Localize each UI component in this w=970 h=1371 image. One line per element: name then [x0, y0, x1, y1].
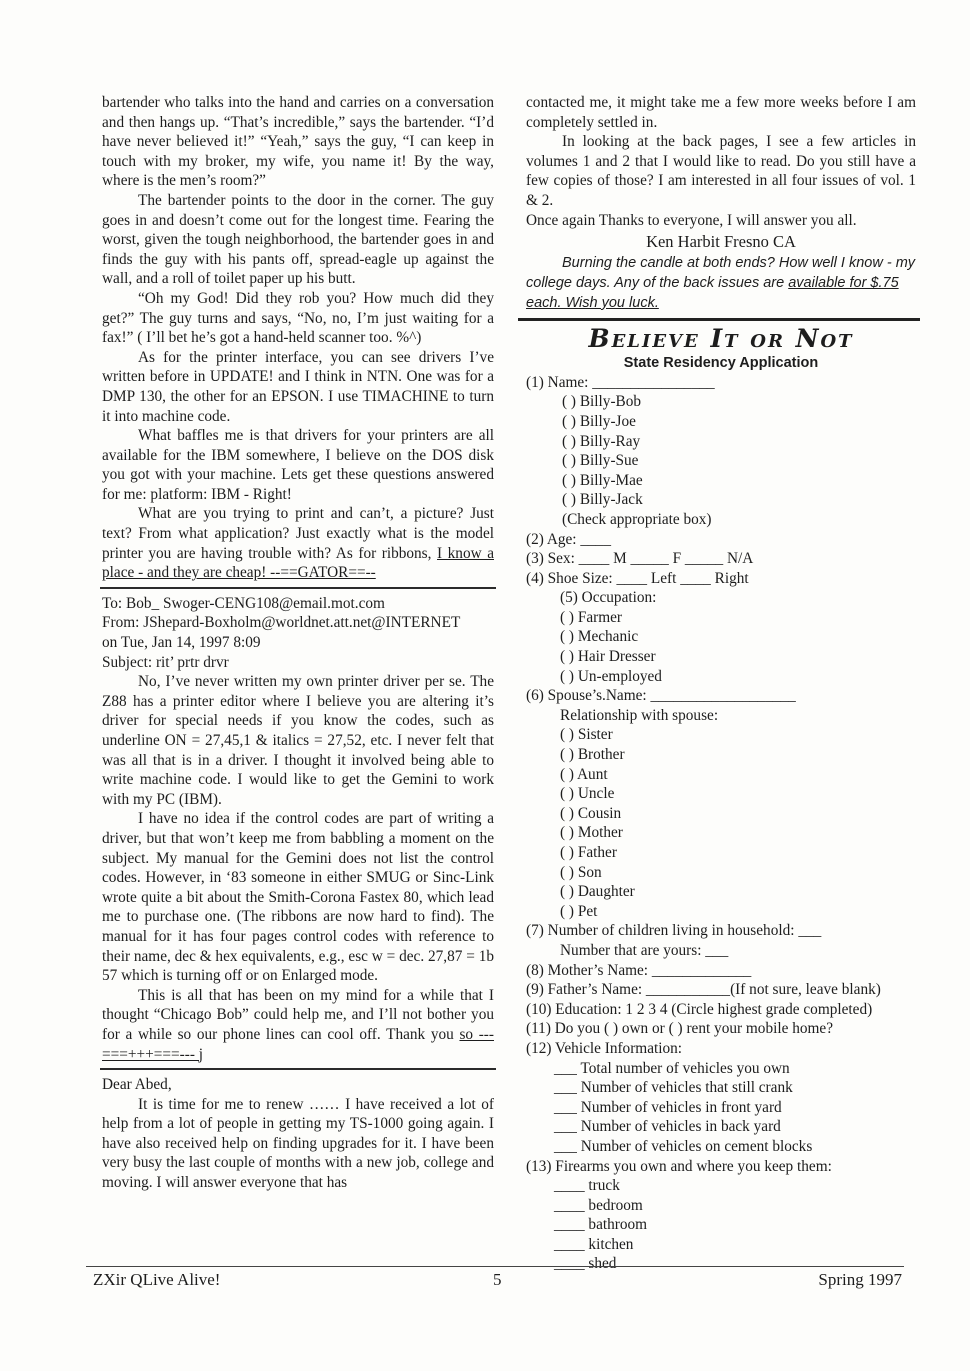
form-line: ( ) Pet [560, 902, 598, 920]
form-line: ( ) Billy-Bob [562, 393, 642, 411]
form-line: (9) Father’s Name: ___________(If not sure, leave blank) [526, 981, 881, 999]
form-line: ( ) Billy-Mae [562, 471, 643, 489]
letter-signature: Ken Harbit Fresno CA [646, 232, 796, 252]
form-line: ___ Number of vehicles in back yard [554, 1118, 781, 1136]
publication-name: ZXir QLive Alive! [93, 1270, 221, 1289]
paragraph: What baffles me is that drivers for your printers are all available for the IBM somewhere, I believe on the DOS disk you got with your machine. Lets get these questions answered for me: platform: IBM - Right! [102, 427, 494, 503]
section-divider [100, 587, 496, 589]
form-line: (3) Sex: ____ M _____ F _____ N/A [526, 550, 754, 568]
form-line: (13) Firearms you own and where you keep them: [526, 1157, 832, 1175]
form-line: (2) Age: ____ [526, 530, 611, 548]
page-number: 5 [493, 1270, 502, 1289]
email-header [102, 594, 494, 672]
form-line: ( ) Farmer [560, 608, 623, 626]
letter-salutation: Dear Abed, [102, 1076, 172, 1094]
form-line: (4) Shoe Size: ____ Left ____ Right [526, 569, 749, 587]
gator-signoff: I know a place - and they are cheap! --==GATOR==-- [102, 544, 494, 582]
form-line: (11) Do you ( ) own or ( ) rent your mobile home? [526, 1020, 833, 1038]
form-line: ( ) Billy-Sue [562, 452, 639, 470]
footer-divider [86, 1266, 904, 1267]
paragraph-text: What are you trying to print and can’t, a picture? Just text? From what application? Just exactly what is the model printer you are having trouble with? As for ribbons, [102, 505, 494, 562]
editor-note-end: available for $.75 each. Wish you luck. [526, 274, 899, 311]
form-line: (1) Name: ________________ [526, 373, 715, 391]
section-subtitle: State Residency Application [623, 354, 819, 371]
paragraph [102, 504, 494, 582]
form-line: Relationship with spouse: [560, 706, 719, 724]
paragraph: I have no idea if the control codes are part of writing a driver, but that won’t keep me from babbling a moment on the subject. My manual for the Gemini does not list the control codes. However, in ‘83 someone in either SMUG or Sinc-Link wrote quite a bit about the Smith-Corona Fastex 80, which lead me to purchase one. (The ribbons are now hard to find). The manual for it has four pages control codes with reference to their name, dec & hex equivalents, e.g., esc w = dec. 27,87 = 1b 57 which is turning off or on Enlarged mode. [102, 810, 494, 985]
email-date: on Tue, Jan 14, 1997 8:09 [102, 634, 261, 652]
right-column [526, 93, 916, 1274]
form-line: ( ) Cousin [560, 804, 622, 822]
form-line: ( ) Mother [560, 824, 623, 842]
form-line: (5) Occupation: [560, 589, 657, 607]
form-line: ( ) Billy-Jack [562, 491, 643, 509]
form-line: ( ) Son [560, 863, 602, 881]
form-line: (7) Number of children living in household: ___ [526, 922, 822, 940]
paragraph: contacted me, it might take me a few more weeks before I am completely settled in. [526, 94, 916, 131]
form-line: ( ) Daughter [560, 883, 635, 901]
email-subject: Subject: rit’ prtr drvr [102, 653, 229, 671]
form-line: ___ Number of vehicles in front yard [554, 1098, 782, 1116]
paragraph: bartender who talks into the hand and carries on a conversation and then hangs up. “That’s incredible,” says the bartender. “I’d have never believed it!” “Yeah,” says the guy, “I can keep in touch with my broker, my wife, you name it! By the way, where is the men’s room?” [102, 94, 494, 190]
form-line: ( ) Billy-Joe [562, 412, 636, 430]
form-line: ( ) Father [560, 844, 617, 861]
form-line: (12) Vehicle Information: [526, 1039, 683, 1057]
form-line: ( ) Aunt [560, 765, 608, 783]
paragraph-text: This is all that has been on my mind for a while that I thought “Chicago Bob” could help me, and I’ll not bother you for a while so our phone lines can cool off. Thank you [102, 986, 494, 1043]
j-signoff: so ---===+++===--- j [102, 1025, 494, 1063]
form-line: ( ) Sister [560, 726, 613, 744]
form-line: (6) Spouse’s.Name: ___________________ [526, 687, 796, 705]
form-line: ( ) Hair Dresser [560, 648, 656, 666]
form-line: ___ Total number of vehicles you own [554, 1059, 790, 1077]
section-divider [518, 318, 920, 321]
form-line: ___ Number of vehicles that still crank [554, 1079, 793, 1097]
paragraph: “Oh my God! Did they rob you? How much did they get?” The guy turns and says, “No, no, I’m just waiting for a fax!” ( I’ll bet he’s got a hand-held scanner too. %^) [102, 289, 494, 347]
form-line: ( ) Un-employed [560, 667, 662, 685]
residency-form [526, 373, 916, 1274]
form-line: ( ) Uncle [560, 785, 615, 803]
form-line: (Check appropriate box) [562, 510, 712, 528]
editor-note [526, 253, 916, 313]
form-line: ____ shed [554, 1255, 617, 1273]
form-line: ____ truck [554, 1177, 620, 1195]
form-line: ___ Number of vehicles on cement blocks [554, 1137, 813, 1155]
form-line: ____ bathroom [554, 1216, 648, 1234]
form-line: ____ bedroom [554, 1196, 643, 1214]
paragraph: Once again Thanks to everyone, I will answer you all. [526, 211, 857, 229]
form-line: ____ kitchen [554, 1235, 634, 1253]
section-divider [100, 1068, 496, 1070]
form-line: ( ) Mechanic [560, 628, 639, 646]
section-title: Believe It or Not [588, 323, 854, 353]
paragraph: It is time for me to renew …… I have received a lot of help from a lot of people in getting my TS-1000 going again. I have also received help on finding upgrades for it. I have been very busy the last couple of months with a new job, college and moving. I will answer everyone that has [102, 1095, 494, 1192]
form-line: (8) Mother’s Name: _____________ [526, 961, 752, 979]
form-line: Number that are yours: ___ [560, 941, 729, 959]
left-column [102, 93, 494, 1193]
paragraph [102, 986, 494, 1064]
email-from: From: JShepard-Boxholm@worldnet.att.net@INTERNET [102, 614, 461, 632]
paragraph: As for the printer interface, you can see drivers I’ve written before in UPDATE! and I think in NTN. One was for a DMP 130, the other for an EPSON. I use TIMACHINE to turn it into machine code. [102, 348, 494, 425]
paragraph: In looking at the back pages, I see a few articles in volumes 1 and 2 that I would like to read. Do you still have a few copies of those? I am interested in all four issues of vol. 1 & 2. [526, 133, 916, 209]
form-line: (10) Education: 1 2 3 4 (Circle highest grade completed) [526, 1000, 873, 1018]
form-line: ( ) Billy-Ray [562, 432, 641, 450]
issue-date: Spring 1997 [818, 1270, 902, 1289]
paragraph: No, I’ve never written my own printer driver per se. The Z88 has a printer editor where I believe you are altering it’s driver for special needs if you know the codes, such as underline ON = 27,45,1 & italics = 27,52, etc. I never felt that was all that is in a driver. I thought it involved being able to write machine code. I would like to get the Gemini to work with my PC (IBM). [102, 673, 494, 808]
email-to: To: Bob_ Swoger-CENG108@email.mot.com [102, 594, 385, 612]
form-line: ( ) Brother [560, 746, 625, 764]
editor-note-text: Burning the candle at both ends? How well I know - my college days. Any of the back issues are [526, 254, 916, 291]
paragraph: The bartender points to the door in the corner. The guy goes in and doesn’t come out for the longest time. Fearing the worst, given the tough neighborhood, the bartender goes in and finds the guy with his pants off, spread-eagle up against the wall, and a roll of toilet paper up his butt. [102, 191, 494, 288]
